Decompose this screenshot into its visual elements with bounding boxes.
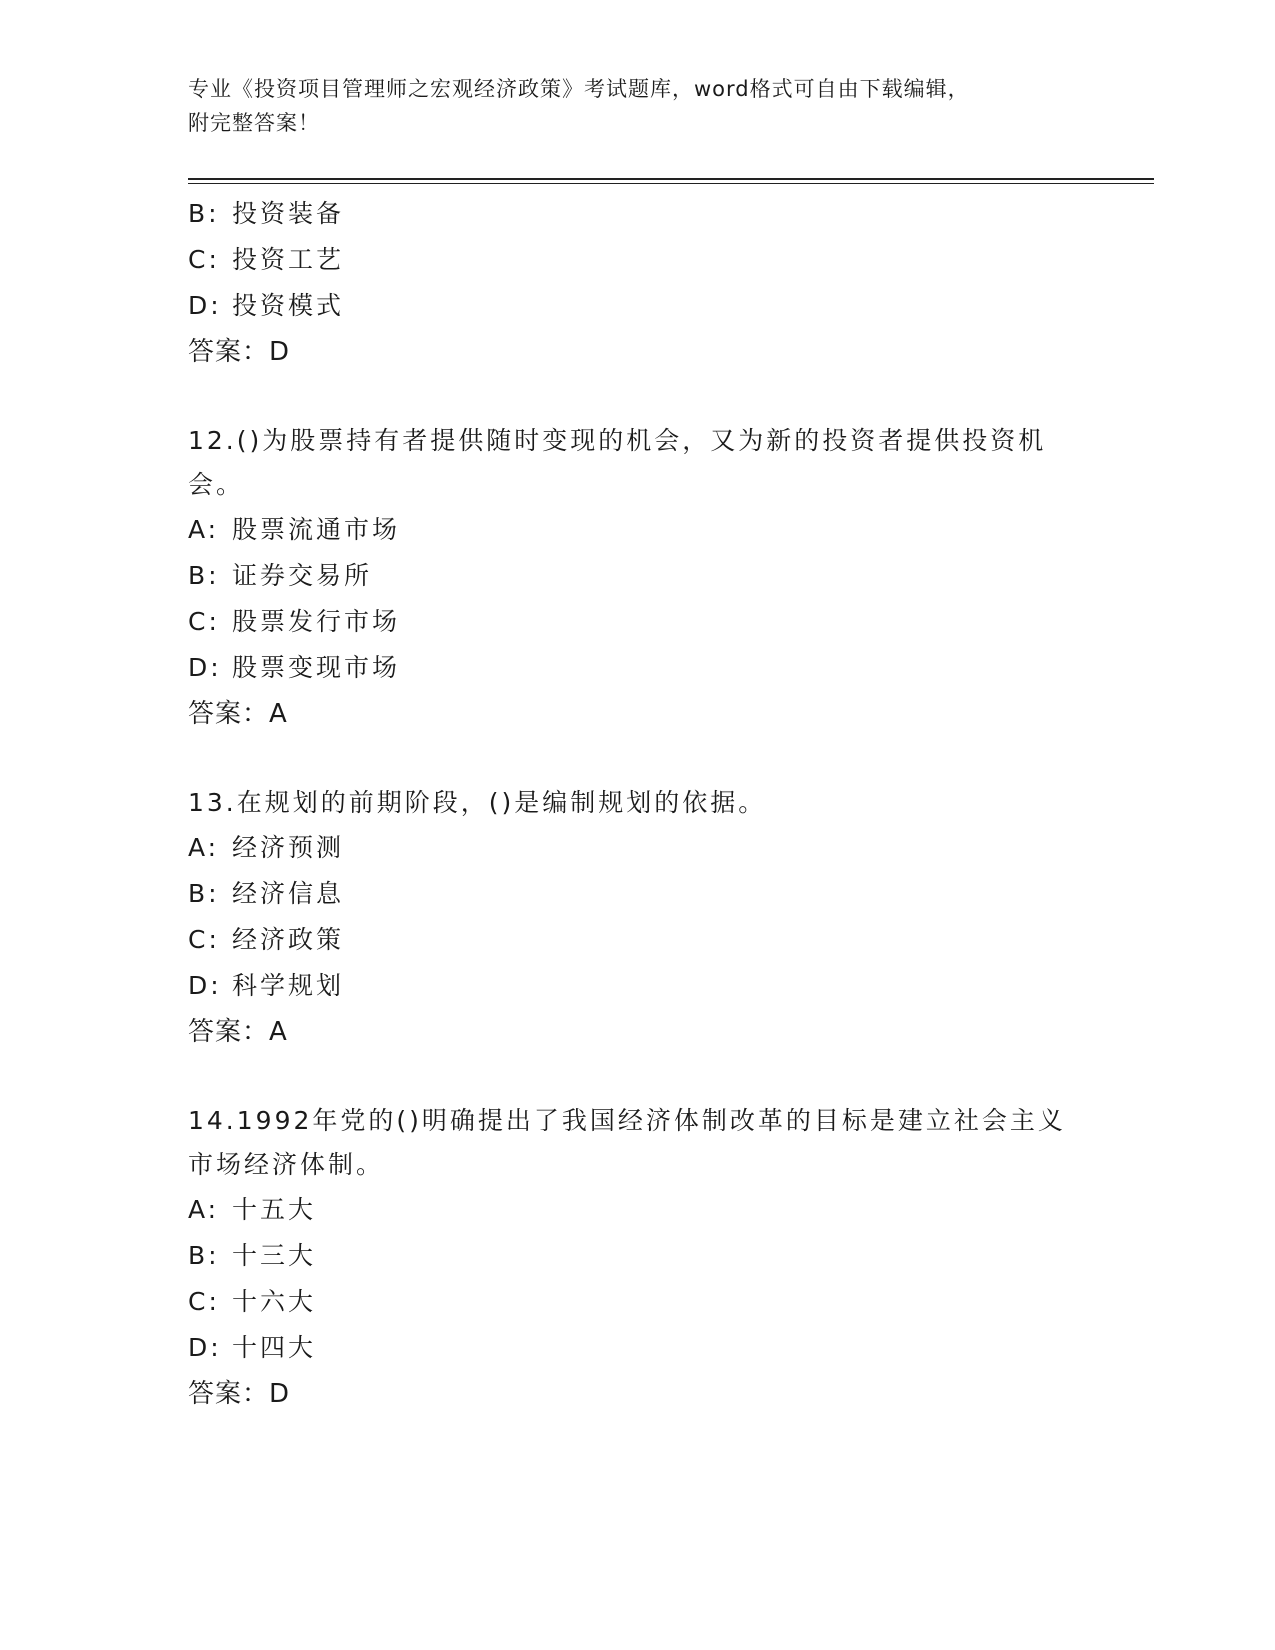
- answer-line: 答案：A: [188, 1017, 288, 1047]
- question-13: [188, 781, 1088, 1055]
- spacer: [188, 1055, 1088, 1099]
- option-c: C: 股票发行市场: [188, 607, 401, 636]
- option-d: D: 科学规划: [188, 971, 345, 1000]
- question-list: [188, 191, 1088, 1417]
- question-stem-line-1: 13.在规划的前期阶段，()是编制规划的依据。: [188, 788, 767, 817]
- spacer: [188, 737, 1088, 781]
- answer-line: 答案：D: [188, 337, 291, 367]
- question-14: [188, 1099, 1088, 1417]
- question-stem-line-1: 14.1992年党的()明确提出了我国经济体制改革的目标是建立社会主义: [188, 1106, 1066, 1135]
- header-divider-thin: [188, 183, 1154, 184]
- header-divider-thick: [188, 178, 1154, 180]
- header-line-2: 附完整答案！: [188, 111, 320, 135]
- header-line-1: 专业《投资项目管理师之宏观经济政策》考试题库，word格式可自由下载编辑，: [188, 77, 970, 101]
- option-a: A: 经济预测: [188, 833, 345, 862]
- question-stem-line-2: 会。: [188, 470, 245, 499]
- option-a: A: 十五大: [188, 1195, 317, 1224]
- question-stem-line-2: 市场经济体制。: [188, 1150, 385, 1179]
- spacer: [188, 375, 1088, 419]
- document-header: [188, 72, 1088, 140]
- option-d: D: 股票变现市场: [188, 653, 401, 682]
- option-c: C: 经济政策: [188, 925, 345, 954]
- option-c: C: 十六大: [188, 1287, 317, 1316]
- question-stem-line-1: 12.()为股票持有者提供随时变现的机会，又为新的投资者提供投资机: [188, 426, 1047, 455]
- option-b: B: 证券交易所: [188, 561, 373, 590]
- option-b: B: 投资装备: [188, 199, 345, 228]
- option-c: C: 投资工艺: [188, 245, 345, 274]
- answer-line: 答案：D: [188, 1379, 291, 1409]
- option-b: B: 经济信息: [188, 879, 345, 908]
- answer-line: 答案：A: [188, 699, 288, 729]
- option-d: D: 投资模式: [188, 291, 345, 320]
- question-12: [188, 419, 1088, 737]
- option-d: D: 十四大: [188, 1333, 317, 1362]
- question-11-continuation: [188, 191, 1088, 375]
- option-b: B: 十三大: [188, 1241, 317, 1270]
- option-a: A: 股票流通市场: [188, 515, 401, 544]
